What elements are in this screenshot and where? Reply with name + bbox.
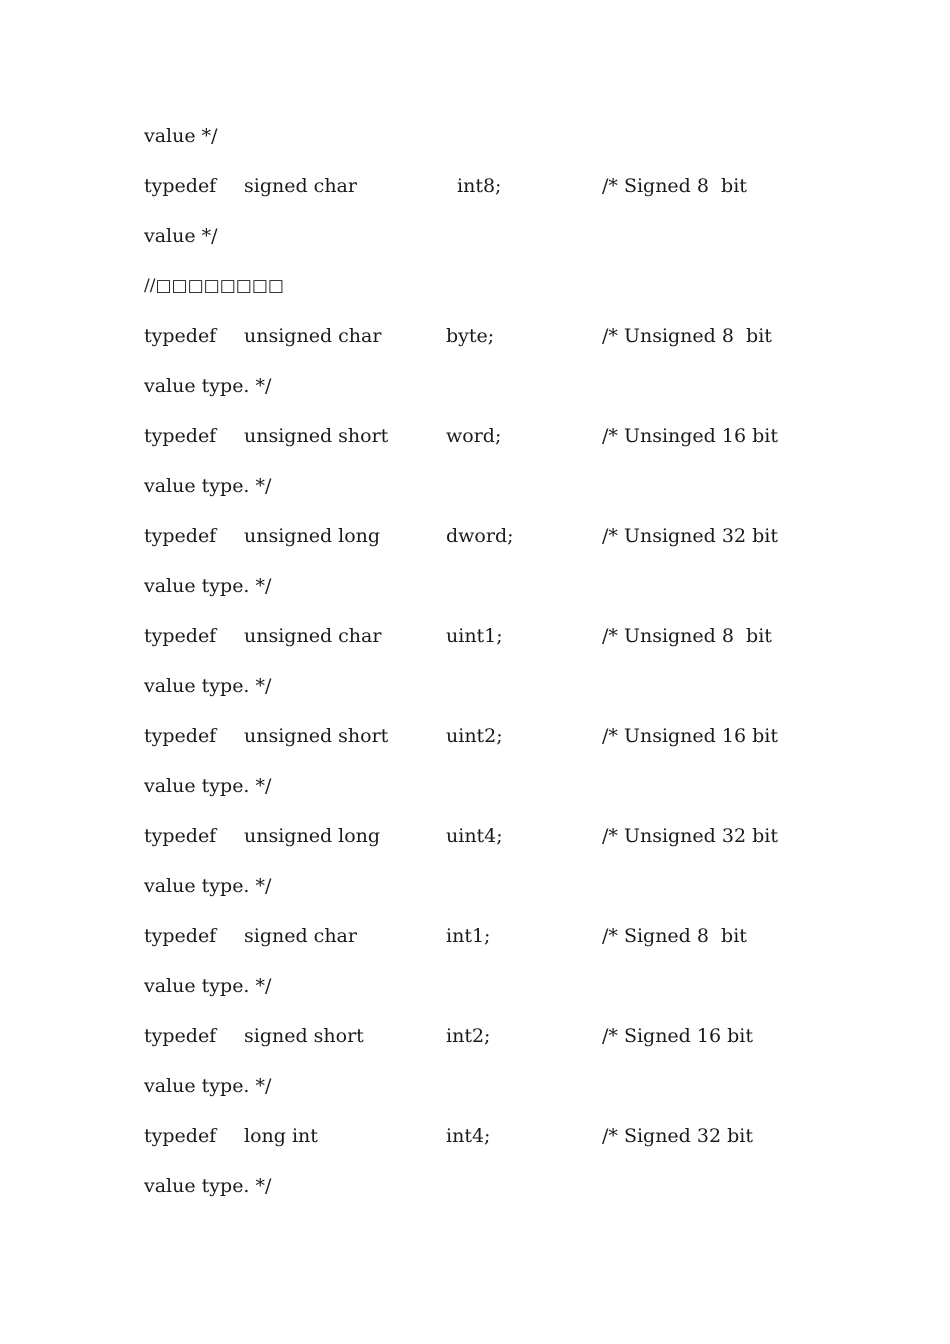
- comment-tail: value type. */: [144, 475, 272, 497]
- base-type: unsigned short: [244, 725, 389, 747]
- comment-tail: value type. */: [144, 575, 272, 597]
- comment: /* Unsigned 32 bit: [602, 525, 778, 547]
- alias-name: int8;: [457, 175, 502, 197]
- comment-tail: value type. */: [144, 1175, 272, 1197]
- comment: /* Unsigned 8 bit: [602, 625, 772, 647]
- alias-name: dword;: [446, 525, 514, 547]
- typedef-keyword: typedef: [144, 425, 217, 447]
- code-line-continuation: [144, 971, 272, 1001]
- alias-name: uint4;: [446, 825, 503, 847]
- comment-tail: value type. */: [144, 975, 272, 997]
- alias-name: word;: [446, 425, 502, 447]
- base-type: unsigned long: [244, 525, 381, 547]
- comment-tail: value type. */: [144, 1075, 272, 1097]
- section-comment: //□□□□□□□□: [144, 276, 284, 296]
- comment-tail: value type. */: [144, 875, 272, 897]
- typedef-line-int4: [144, 1121, 753, 1151]
- typedef-keyword: typedef: [144, 825, 217, 847]
- typedef-keyword: typedef: [144, 625, 217, 647]
- typedef-keyword: typedef: [144, 925, 217, 947]
- typedef-line-uint1: [144, 621, 772, 651]
- typedef-keyword: typedef: [144, 1025, 217, 1047]
- base-type: unsigned char: [244, 325, 382, 347]
- base-type: long int: [244, 1125, 318, 1147]
- code-line-continuation: [144, 221, 218, 251]
- base-type: unsigned char: [244, 625, 382, 647]
- typedef-keyword: typedef: [144, 325, 217, 347]
- typedef-keyword: typedef: [144, 725, 217, 747]
- comment: /* Signed 16 bit: [602, 1025, 753, 1047]
- typedef-keyword: typedef: [144, 1125, 217, 1147]
- code-line-continuation: [144, 1171, 272, 1201]
- alias-name: uint2;: [446, 725, 503, 747]
- alias-name: int4;: [446, 1125, 491, 1147]
- alias-name: int1;: [446, 925, 491, 947]
- comment: /* Unsigned 8 bit: [602, 325, 772, 347]
- code-line-continuation: [144, 871, 272, 901]
- typedef-keyword: typedef: [144, 525, 217, 547]
- typedef-line-uint2: [144, 721, 778, 751]
- base-type: signed char: [244, 925, 357, 947]
- code-line-continuation: [144, 571, 272, 601]
- comment: /* Unsinged 16 bit: [602, 425, 778, 447]
- comment: /* Unsigned 16 bit: [602, 725, 778, 747]
- typedef-line-int8: [144, 171, 747, 201]
- comment: /* Signed 8 bit: [602, 925, 747, 947]
- comment: /* Signed 8 bit: [602, 175, 747, 197]
- alias-name: int2;: [446, 1025, 491, 1047]
- alias-name: uint1;: [446, 625, 503, 647]
- comment-tail: value type. */: [144, 675, 272, 697]
- comment-tail: value */: [144, 125, 218, 147]
- base-type: unsigned long: [244, 825, 381, 847]
- typedef-line-dword: [144, 521, 778, 551]
- base-type: signed char: [244, 175, 357, 197]
- comment: /* Unsigned 32 bit: [602, 825, 778, 847]
- comment-tail: value type. */: [144, 375, 272, 397]
- typedef-line-word: [144, 421, 778, 451]
- typedef-keyword: typedef: [144, 175, 217, 197]
- code-line-continuation: [144, 371, 272, 401]
- base-type: signed short: [244, 1025, 364, 1047]
- comment-tail: value */: [144, 225, 218, 247]
- code-line-continuation: [144, 771, 272, 801]
- code-line-continuation: [144, 1071, 272, 1101]
- base-type: unsigned short: [244, 425, 389, 447]
- code-comment-line: [144, 271, 284, 301]
- code-line-continuation: [144, 121, 218, 151]
- typedef-line-byte: [144, 321, 772, 351]
- code-line-continuation: [144, 471, 272, 501]
- comment: /* Signed 32 bit: [602, 1125, 753, 1147]
- typedef-line-uint4: [144, 821, 778, 851]
- typedef-line-int1: [144, 921, 747, 951]
- comment-tail: value type. */: [144, 775, 272, 797]
- alias-name: byte;: [446, 325, 495, 347]
- code-line-continuation: [144, 671, 272, 701]
- typedef-line-int2: [144, 1021, 753, 1051]
